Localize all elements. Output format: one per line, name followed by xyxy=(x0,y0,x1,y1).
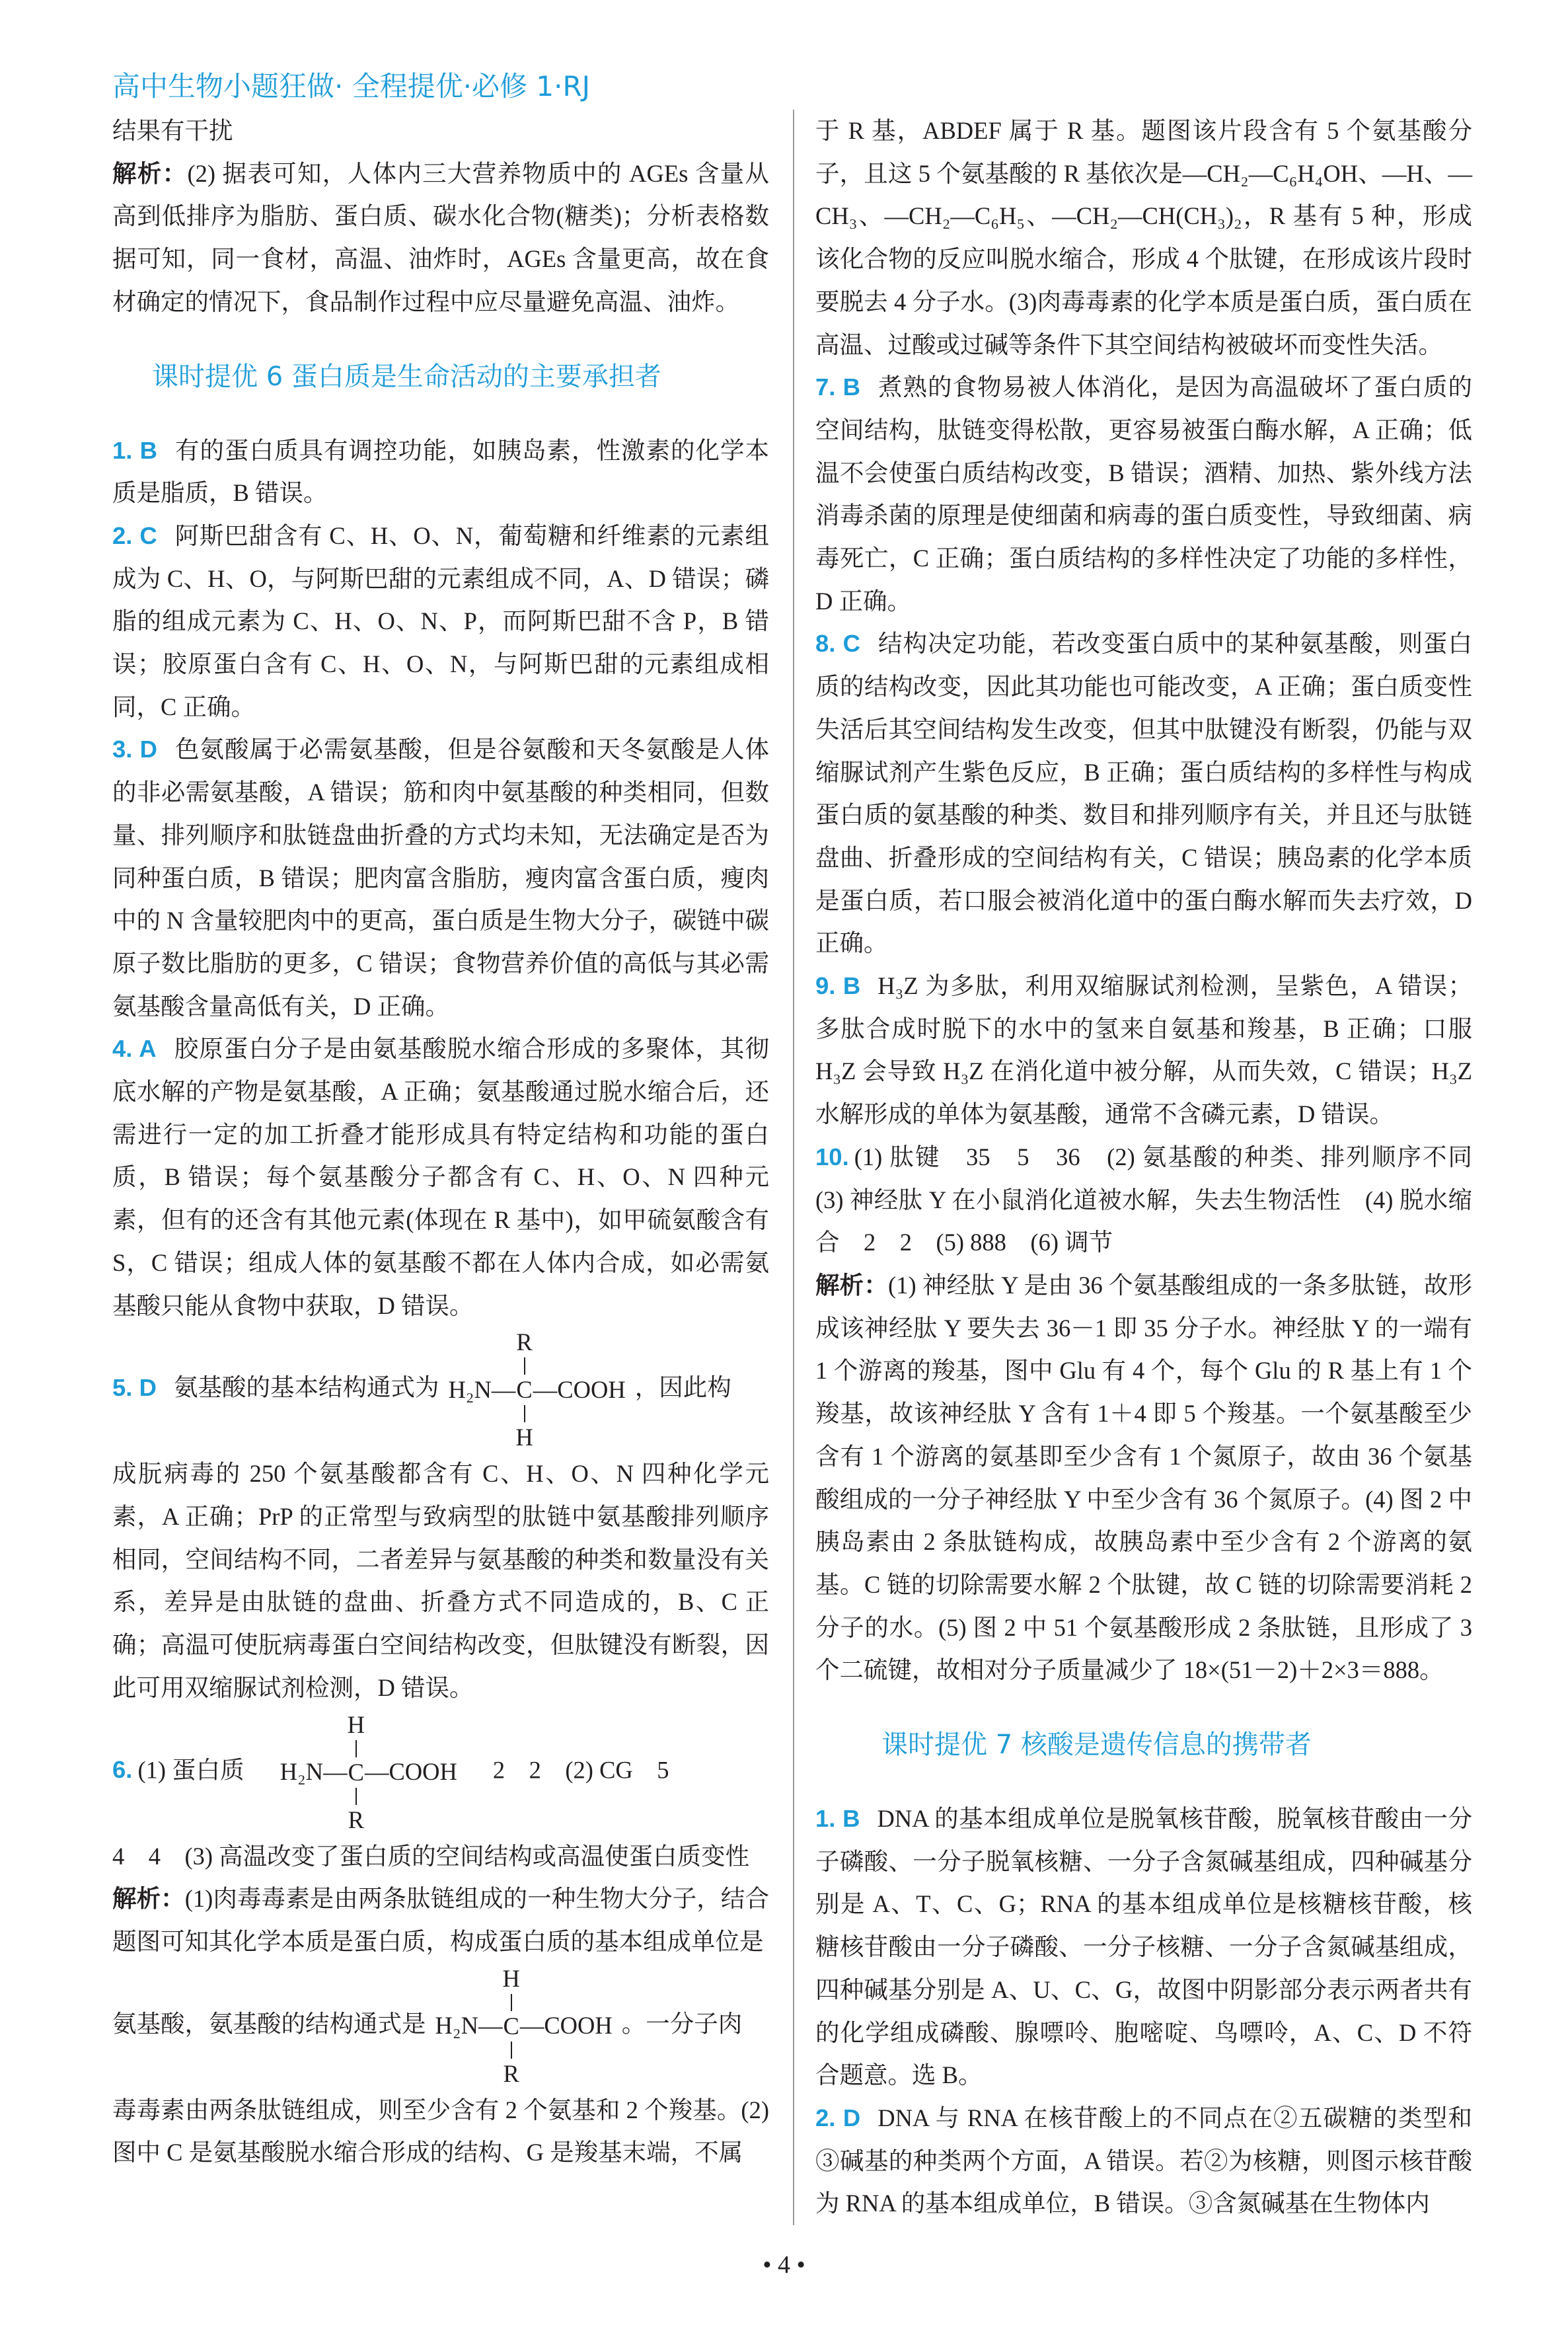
analysis-paragraph xyxy=(112,153,769,324)
answer-text: 阿斯巴甜含有 C、H、O、N，葡萄糖和纤维素的元素组成为 C、H、O，与阿斯巴甜的元素组成不同，A、D 错误；磷脂的组成元素为 C、H、O、N、P，而阿斯巴甜不含 P，B 错误；胶原蛋白含有 C、H、O、N，与阿斯巴甜的元素组成相同，C 正确。 xyxy=(112,521,769,720)
answer-continuation: 4 4 (3) 高温改变了蛋白质的空间结构或高温使蛋白质变性 xyxy=(112,1842,750,1870)
answer-label: 3. D xyxy=(112,736,157,763)
section-title: 课时提优 7 核酸是遗传信息的携带者 xyxy=(881,1730,1312,1761)
formula-top: H xyxy=(502,1964,520,1992)
formula-center: C xyxy=(348,1758,364,1786)
formula-center-stack xyxy=(515,1327,533,1453)
formula-right: —COOH xyxy=(533,1375,626,1403)
answer-item xyxy=(815,2097,1472,2225)
analysis-continuation: 毒毒素由两条肽链组成，则至少含有 2 个氨基和 2 个羧基。(2)图中 C 是氨基酸脱水缩合形成的结构、G 是羧基末端，不属 xyxy=(112,2096,769,2166)
bond-line xyxy=(524,1405,525,1422)
amino-acid-formula xyxy=(280,1710,457,1835)
analysis-text: (2) 据表可知，人体内三大营养物质中的 AGEs 含量从高到低排序为脂肪、蛋白质、碳水化合物(糖类)；分析表格数据可知，同一食材，高温、油炸时，AGEs 含量更高，故在食材确定的情况下，食品制作过程中应尽量避免高温、油炸。 xyxy=(112,159,770,315)
analysis-text: (1)肉毒毒素是由两条肽链组成的一种生物大分子，结合题图可知其化学本质是蛋白质，构成蛋白质的基本组成单位是 xyxy=(112,1885,769,1955)
analysis-paragraph xyxy=(112,1878,769,1963)
answer-label: 4. A xyxy=(112,1035,157,1063)
answer-text: DNA 与 RNA 在核苷酸上的不同点在②五碳糖的类型和③碱基的种类两个方面，A 错误。若②为核糖，则图示核苷酸为 RNA 的基本组成单位，B 错误。③含氮碱基在生物体内 xyxy=(815,2104,1472,2217)
answer-item xyxy=(815,366,1472,623)
formula-center: C xyxy=(503,2012,519,2040)
section-title: 课时提优 6 蛋白质是生命活动的主要承担者 xyxy=(152,361,661,392)
formula-top: R xyxy=(516,1328,533,1356)
bond-line xyxy=(524,1357,525,1375)
answer-item-formula-line xyxy=(112,1327,769,1453)
answer-label: 2. D xyxy=(815,2104,861,2131)
answer-label: 9. B xyxy=(815,972,861,1000)
left-column xyxy=(112,110,769,2174)
amino-acid-formula xyxy=(448,1327,625,1453)
right-column xyxy=(793,110,1472,2225)
answer-item xyxy=(815,623,1472,965)
analysis-label: 解析： xyxy=(815,1270,889,1299)
answer-text: 胶原蛋白分子是由氨基酸脱水缩合形成的多聚体，其彻底水解的产物是氨基酸，A 正确；氨基酸通过脱水缩合后，还需进行一定的加工折叠才能形成具有特定结构和功能的蛋白质，B 错误；每个氨基酸分子都含有 C、H、O、N 四种元素，但有的还含有其他元素(体现在 R 基中)，如甲硫氨酸含有 S，C 错误；组成人体的氨基酸不都在人体内合成，如必需氨基酸只能从食物中获取，D 错误。 xyxy=(112,1035,770,1319)
answer-text: (1) 蛋白质 xyxy=(137,1755,244,1783)
answer-label: 5. D xyxy=(112,1373,157,1401)
bond-line xyxy=(355,1788,357,1805)
answer-item-formula-line xyxy=(112,1710,769,1835)
answer-item xyxy=(112,1028,769,1327)
formula-bottom: H xyxy=(515,1424,533,1451)
two-column-body xyxy=(112,110,1568,2225)
analysis-formula-line xyxy=(112,1964,769,2089)
answer-text: 结构决定功能，若改变蛋白质中的某种氨基酸，则蛋白质的结构改变，因此其功能也可能改变，A 正确；蛋白质变性失活后其空间结构发生改变，但其中肽键没有断裂，仍能与双缩脲试剂产生紫色反应，B 正确；蛋白质结构的多样性与构成蛋白质的氨基酸的种类、数目和排列顺序有关，并且还与肽链盘曲、折叠形成的空间结构有关，C 错误；胰岛素的化学本质是蛋白质，若口服会被消化道中的蛋白酶水解而失去疗效，D 正确。 xyxy=(815,630,1472,957)
answer-text: (1) 肽键 35 5 36 (2) 氨基酸的种类、排列顺序不同 (3) 神经肽 Y 在小鼠消化道被水解，失去生物活性 (4) 脱水缩合 2 2 (5) 888 (6) 调节 xyxy=(815,1143,1472,1256)
answer-text: 煮熟的食物易被人体消化，是因为高温破坏了蛋白质的空间结构，肽链变得松散，更容易被蛋白酶水解，A 正确；低温不会使蛋白质结构改变，B 错误；酒精、加热、紫外线方法消毒杀菌的原理是使细菌和病毒的蛋白质变性，导致细菌、病毒死亡，C 正确；蛋白质结构的多样性决定了功能的多样性，D 正确。 xyxy=(815,373,1472,615)
answer-label: 2. C xyxy=(112,521,157,549)
answer-item xyxy=(815,1136,1472,1264)
formula-right: —COOH xyxy=(519,2012,613,2040)
analysis-text: 。一分子肉 xyxy=(621,2009,743,2037)
formula-left: H₂N— xyxy=(435,2012,503,2040)
analysis-text: 氨基酸，氨基酸的结构通式是 xyxy=(112,2009,426,2037)
running-header: 高中生物小题狂做· 全程提优·必修 1·RJ xyxy=(112,70,591,102)
formula-left: H₂N— xyxy=(448,1375,516,1403)
analysis-text: (1) 神经肽 Y 是由 36 个氨基酸组成的一条多肽链，故形成该神经肽 Y 要失去 36－1 即 35 分子水。神经肽 Y 的一端有 1 个游离的羧基，图中 Glu 有 4 个，每个 Glu 的 R 基上有 1 个羧基，故该神经肽 Y 含有 1＋4 即 5 个羧基。一个氨基酸至少含有 1 个游离的氨基即至少含有 1 个氮原子，故由 36 个氨基酸组成的一分子神经肽 Y 中至少含有 36 个氮原子。(4) 图 2 中胰岛素由 2 条肽链构成，故胰岛素中至少含有 2 个游离的氨基。C 链的切除需要水解 2 个肽键，故 C 链的切除需要消耗 2 分子的水。(5) 图 2 中 51 个氨基酸形成 2 条肽链，且形成了 3 个二硫键，故相对分子质量减少了 18×(51－2)＋2×3＝888。 xyxy=(815,1271,1472,1684)
bond-line xyxy=(511,1994,512,2011)
analysis-label: 解析： xyxy=(112,1884,185,1913)
page-number: • 4 • xyxy=(763,2251,805,2279)
formula-right: —COOH xyxy=(364,1758,457,1786)
answer-label: 1. B xyxy=(815,1805,860,1833)
formula-center-stack xyxy=(502,1964,519,2089)
answer-label: 10. xyxy=(815,1143,849,1170)
answer-text: DNA 的基本组成单位是脱氧核苷酸，脱氧核苷酸由一分子磷酸、一分子脱氧核糖、一分子含氮碱基组成，四种碱基分别是 A、T、C、G；RNA 的基本组成单位是核糖核苷酸，核糖核苷酸由一分子磷酸、一分子核糖、一分子含氮碱基组成，四种碱基分别是 A、U、C、G，故图中阴影部分表示两者共有的化学组成磷酸、腺嘌呤、胞嘧啶、鸟嘌呤，A、C、D 不符合题意。选 B。 xyxy=(815,1805,1472,2089)
formula-bottom: R xyxy=(348,1806,364,1833)
carry-over-text: 于 R 基，ABDEF 属于 R 基。题图该片段含有 5 个氨基酸分子，且这 5 个氨基酸的 R 基依次是—CH₂—C₆H₄OH、—H、—CH₃、—CH₂—C₆H₅、—CH₂—CH(CH₃)₂，R 基有 5 种，形成该化合物的反应叫脱水缩合，形成 4 个肽键，在形成该片段时要脱去 4 分子水。(3)肉毒毒素的化学本质是蛋白质，蛋白质在高温、过酸或过碱等条件下其空间结构被破坏而变性失活。 xyxy=(815,117,1472,358)
answer-label: 6. xyxy=(112,1755,133,1783)
answer-text: 氨基酸的基本结构通式为 xyxy=(173,1373,439,1401)
bond-line xyxy=(511,2042,512,2059)
answer-item xyxy=(815,965,1472,1136)
answer-item xyxy=(815,1798,1472,2097)
analysis-label: 解析： xyxy=(112,159,188,188)
formula-left: H₂N— xyxy=(280,1758,348,1786)
formula-center: C xyxy=(516,1376,533,1404)
analysis-paragraph xyxy=(815,1264,1472,1692)
answer-text: ，因此构 xyxy=(634,1373,731,1401)
formula-bottom: R xyxy=(503,2059,519,2087)
answer-text: 有的蛋白质具有调控功能，如胰岛素，性激素的化学本质是脂质，B 错误。 xyxy=(112,436,769,507)
answer-text: 色氨酸属于必需氨基酸，但是谷氨酸和天冬氨酸是人体的非必需氨基酸，A 错误；筋和肉中氨基酸的种类相同，但数量、排列顺序和肽链盘曲折叠的方式均未知，无法确定是否为同种蛋白质，B 错误；肥肉富含脂肪，瘦肉富含蛋白质，瘦肉中的 N 含量较肥肉中的更高，蛋白质是生物大分子，碳链中碳原子数比脂肪的更多，C 错误；食物营养价值的高低与其必需氨基酸含量高低有关，D 正确。 xyxy=(112,736,769,1020)
carry-over-text: 结果有干扰 xyxy=(112,117,233,144)
answer-text: H₃Z 为多肽，利用双缩脲试剂检测，呈紫色，A 错误；多肽合成时脱下的水中的氢来自氨基和羧基，B 正确；口服 H₃Z 会导致 H₃Z 在消化道中被分解，从而失效，C 错误；H₃Z 水解形成的单体为氨基酸，通常不含磷元素，D 错误。 xyxy=(815,972,1472,1128)
answer-item xyxy=(112,728,769,1028)
bond-line xyxy=(355,1740,357,1757)
formula-top: H xyxy=(347,1710,365,1738)
amino-acid-formula xyxy=(435,1964,613,2089)
answer-label: 1. B xyxy=(112,436,157,464)
answer-continuation: 成朊病毒的 250 个氨基酸都含有 C、H、O、N 四种化学元素，A 正确；PrP 的正常型与致病型的肽链中氨基酸排列顺序相同，空间结构不同，二者差异与氨基酸的种类和数量没有关系，差异是由肽链的盘曲、折叠方式不同造成的，B、C 正确；高温可使朊病毒蛋白空间结构改变，但肽键没有断裂，因此可用双缩脲试剂检测，D 错误。 xyxy=(112,1460,769,1701)
answer-item xyxy=(112,430,769,515)
answer-label: 8. C xyxy=(815,630,860,658)
answer-label: 7. B xyxy=(815,373,860,401)
formula-center-stack xyxy=(348,1710,365,1835)
answer-text: 2 2 (2) CG 5 xyxy=(492,1755,669,1783)
answer-item xyxy=(112,515,769,729)
